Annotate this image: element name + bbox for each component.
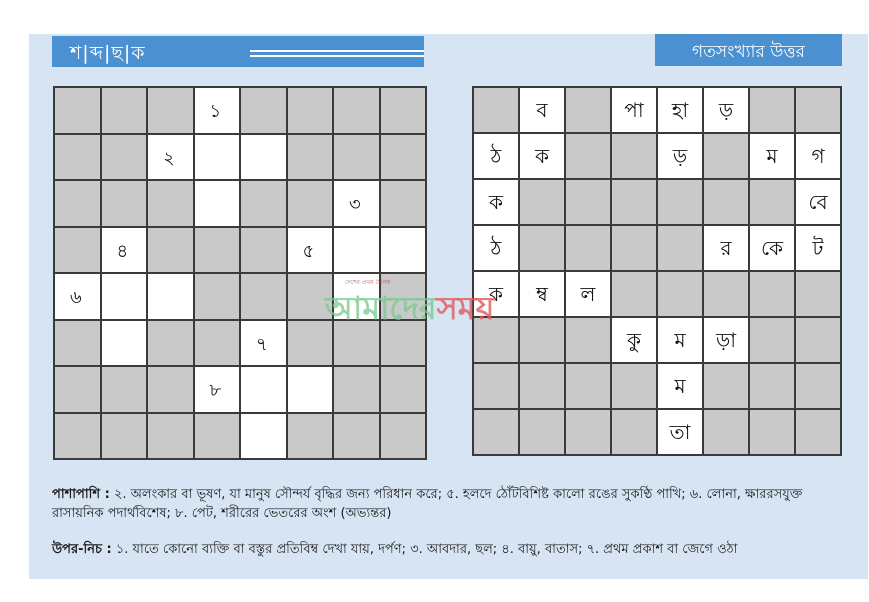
answer-cell: [474, 410, 520, 456]
crossword-block-cell: [55, 181, 102, 228]
crossword-block-cell: [55, 88, 102, 135]
down-clue-text: ১. যাতে কোনো ব্যক্তি বা বস্তুর প্রতিবিম্ব দেখা যায়, দর্পণ; ৩. আবদার, ছল; ৪. বায়ু, বাতাস; ৭. প্রথম প্রকাশ বা জেগে ওঠা: [115, 542, 738, 557]
crossword-block-cell: [334, 367, 381, 414]
answer-letter: ম: [674, 328, 686, 352]
answer-letter: কু: [627, 328, 641, 352]
crossword-block-cell: [148, 228, 195, 275]
crossword-block-cell: [102, 414, 149, 461]
crossword-block-cell: [334, 135, 381, 182]
previous-answer-title: গতসংখ্যার উত্তর: [692, 42, 805, 62]
answer-cell: [520, 134, 566, 180]
crossword-block-cell: [55, 321, 102, 368]
answer-cell: [796, 88, 842, 134]
clue-number: ৬: [70, 287, 82, 308]
crossword-cell[interactable]: [288, 228, 335, 275]
answer-cell: [704, 180, 750, 226]
crossword-cell[interactable]: [102, 321, 149, 368]
answer-cell: [704, 134, 750, 180]
title-rule: [250, 55, 424, 57]
answer-letter: ম্ব: [536, 282, 548, 306]
answer-cell: [796, 410, 842, 456]
crossword-cell[interactable]: [195, 135, 242, 182]
crossword-block-cell: [381, 135, 428, 182]
answer-letter: ড়া: [715, 328, 737, 352]
crossword-block-cell: [381, 274, 428, 321]
down-label: উপর-নিচ :: [52, 542, 112, 557]
answer-cell: [704, 318, 750, 364]
answer-cell: [612, 410, 658, 456]
answer-cell: [612, 272, 658, 318]
crossword-cell[interactable]: [195, 367, 242, 414]
answer-cell: [566, 88, 612, 134]
crossword-block-cell: [288, 88, 335, 135]
answer-cell: [750, 88, 796, 134]
answer-letter: ড়: [718, 98, 734, 122]
answer-cell: [658, 226, 704, 272]
answer-cell: [796, 226, 842, 272]
across-clues: [52, 485, 842, 523]
answer-letter: ম: [766, 144, 778, 168]
answer-cell: [658, 88, 704, 134]
crossword-block-cell: [334, 321, 381, 368]
crossword-block-cell: [195, 414, 242, 461]
answer-cell: [520, 272, 566, 318]
answer-cell: [474, 272, 520, 318]
crossword-cell[interactable]: [55, 274, 102, 321]
answer-cell: [750, 410, 796, 456]
answer-cell: [566, 364, 612, 410]
crossword-block-cell: [195, 321, 242, 368]
crossword-block-cell: [241, 228, 288, 275]
answer-cell: [704, 272, 750, 318]
crossword-block-cell: [102, 88, 149, 135]
crossword-block-cell: [195, 228, 242, 275]
crossword-block-cell: [288, 414, 335, 461]
answer-cell: [474, 134, 520, 180]
answer-cell: [658, 272, 704, 318]
crossword-cell[interactable]: [195, 88, 242, 135]
answer-cell: [704, 364, 750, 410]
crossword-block-cell: [288, 321, 335, 368]
crossword-block-cell: [148, 88, 195, 135]
watermark-logo: দেশের প্রথম দৈনিক আমাদেরসময়: [325, 279, 495, 327]
answer-cell: [612, 364, 658, 410]
answer-cell: [474, 88, 520, 134]
crossword-block-cell: [148, 321, 195, 368]
crossword-block-cell: [148, 414, 195, 461]
clue-number: ২: [163, 147, 175, 169]
answer-cell: [566, 410, 612, 456]
answer-letter: ঠ: [490, 144, 502, 168]
crossword-title: শ|ব্দ|ছ|ক: [70, 42, 146, 64]
crossword-block-cell: [381, 181, 428, 228]
crossword-grid: [53, 86, 427, 460]
crossword-cell[interactable]: [334, 228, 381, 275]
answer-letter: ল: [580, 282, 596, 306]
crossword-block-cell: [241, 181, 288, 228]
answer-letter: ক: [489, 190, 503, 214]
across-clue-text: ২. অলংকার বা ভূষণ, যা মানুষ সৌন্দর্য বৃদ্ধির জন্য পরিধান করে; ৫. হলদে ঠোঁটবিশিষ্ট কালো রঙের সুকণ্ঠি পাখি; ৬. লোনা, ক্ষাররসযুক্ত রাসায়নিক পদার্থবিশেষ; ৮. পেট, শরীরের ভেতরের অংশ (অভ্যন্তর): [52, 487, 803, 521]
answer-cell: [612, 318, 658, 364]
answer-cell: [750, 272, 796, 318]
crossword-block-cell: [148, 181, 195, 228]
answer-letter: গ: [811, 144, 825, 168]
clue-number: ৮: [209, 380, 222, 401]
answer-cell: [520, 180, 566, 226]
answer-cell: [474, 364, 520, 410]
crossword-cell[interactable]: [241, 367, 288, 414]
answer-cell: [796, 318, 842, 364]
answer-letter: তা: [669, 420, 691, 444]
crossword-block-cell: [288, 135, 335, 182]
answer-letter: ট: [812, 236, 824, 260]
crossword-block-cell: [102, 181, 149, 228]
crossword-block-cell: [55, 367, 102, 414]
crossword-cell[interactable]: [241, 414, 288, 461]
answer-cell: [520, 88, 566, 134]
answer-letter: পা: [624, 98, 644, 122]
answer-cell: [658, 180, 704, 226]
answer-letter: ম: [674, 374, 686, 398]
answer-cell: [658, 364, 704, 410]
crossword-block-cell: [195, 274, 242, 321]
answer-cell: [750, 364, 796, 410]
clue-number: ৩: [349, 194, 361, 215]
answer-letter: ক: [535, 144, 549, 168]
answer-cell: [612, 134, 658, 180]
clue-number: ৭: [256, 333, 268, 355]
answer-cell: [566, 318, 612, 364]
answer-letter: বে: [808, 190, 828, 214]
answer-cell: [566, 180, 612, 226]
crossword-cell[interactable]: [195, 181, 242, 228]
answer-cell: [704, 226, 750, 272]
crossword-cell[interactable]: [288, 367, 335, 414]
answer-cell: [750, 226, 796, 272]
crossword-block-cell: [102, 367, 149, 414]
clue-number: ৫: [302, 240, 315, 262]
answer-letter: কে: [760, 236, 784, 260]
answer-cell: [658, 410, 704, 456]
crossword-block-cell: [288, 181, 335, 228]
answer-cell: [750, 180, 796, 226]
answer-cell: [520, 364, 566, 410]
answer-cell: [796, 272, 842, 318]
crossword-cell[interactable]: [102, 228, 149, 275]
crossword-title-banner: [52, 36, 424, 67]
answer-cell: [612, 180, 658, 226]
crossword-block-cell: [334, 414, 381, 461]
answer-cell: [520, 410, 566, 456]
crossword-block-cell: [334, 88, 381, 135]
answer-cell: [658, 134, 704, 180]
answer-cell: [474, 226, 520, 272]
crossword-block-cell: [55, 414, 102, 461]
answer-letter: ব: [536, 98, 548, 122]
crossword-block-cell: [381, 88, 428, 135]
answer-cell: [474, 318, 520, 364]
answer-cell: [566, 226, 612, 272]
answer-cell: [704, 88, 750, 134]
answer-letter: র: [720, 236, 732, 260]
answer-grid: [472, 86, 842, 456]
crossword-block-cell: [102, 135, 149, 182]
title-rule: [250, 50, 424, 52]
answer-cell: [750, 134, 796, 180]
crossword-block-cell: [381, 321, 428, 368]
crossword-cell[interactable]: [148, 274, 195, 321]
crossword-block-cell: [148, 367, 195, 414]
answer-cell: [704, 410, 750, 456]
answer-cell: [612, 88, 658, 134]
crossword-block-cell: [381, 367, 428, 414]
answer-letter: হা: [671, 98, 689, 122]
answer-cell: [520, 226, 566, 272]
answer-cell: [796, 180, 842, 226]
down-clues: [52, 540, 842, 559]
answer-cell: [750, 318, 796, 364]
answer-cell: [658, 318, 704, 364]
crossword-cell[interactable]: [381, 228, 428, 275]
answer-cell: [474, 180, 520, 226]
clue-number: ৪: [116, 240, 129, 262]
crossword-cell[interactable]: [241, 135, 288, 182]
answer-cell: [796, 364, 842, 410]
crossword-cell[interactable]: [102, 274, 149, 321]
previous-answer-banner: [655, 34, 842, 66]
crossword-cell[interactable]: [334, 181, 381, 228]
crossword-block-cell: [55, 135, 102, 182]
crossword-block-cell: [55, 228, 102, 275]
crossword-block-cell: [381, 414, 428, 461]
crossword-block-cell: [288, 274, 335, 321]
crossword-block-cell: [241, 88, 288, 135]
answer-letter: ক: [489, 282, 503, 306]
answer-cell: [566, 134, 612, 180]
answer-letter: ঠ: [490, 236, 502, 260]
crossword-cell[interactable]: [241, 321, 288, 368]
crossword-block-cell: [241, 274, 288, 321]
answer-letter: ড়: [672, 144, 688, 168]
across-label: পাশাপাশি :: [52, 487, 110, 502]
answer-cell: [796, 134, 842, 180]
answer-cell: [612, 226, 658, 272]
answer-cell: [520, 318, 566, 364]
clue-number: ১: [209, 101, 222, 122]
crossword-cell[interactable]: [334, 274, 381, 321]
crossword-cell[interactable]: [148, 135, 195, 182]
answer-cell: [566, 272, 612, 318]
